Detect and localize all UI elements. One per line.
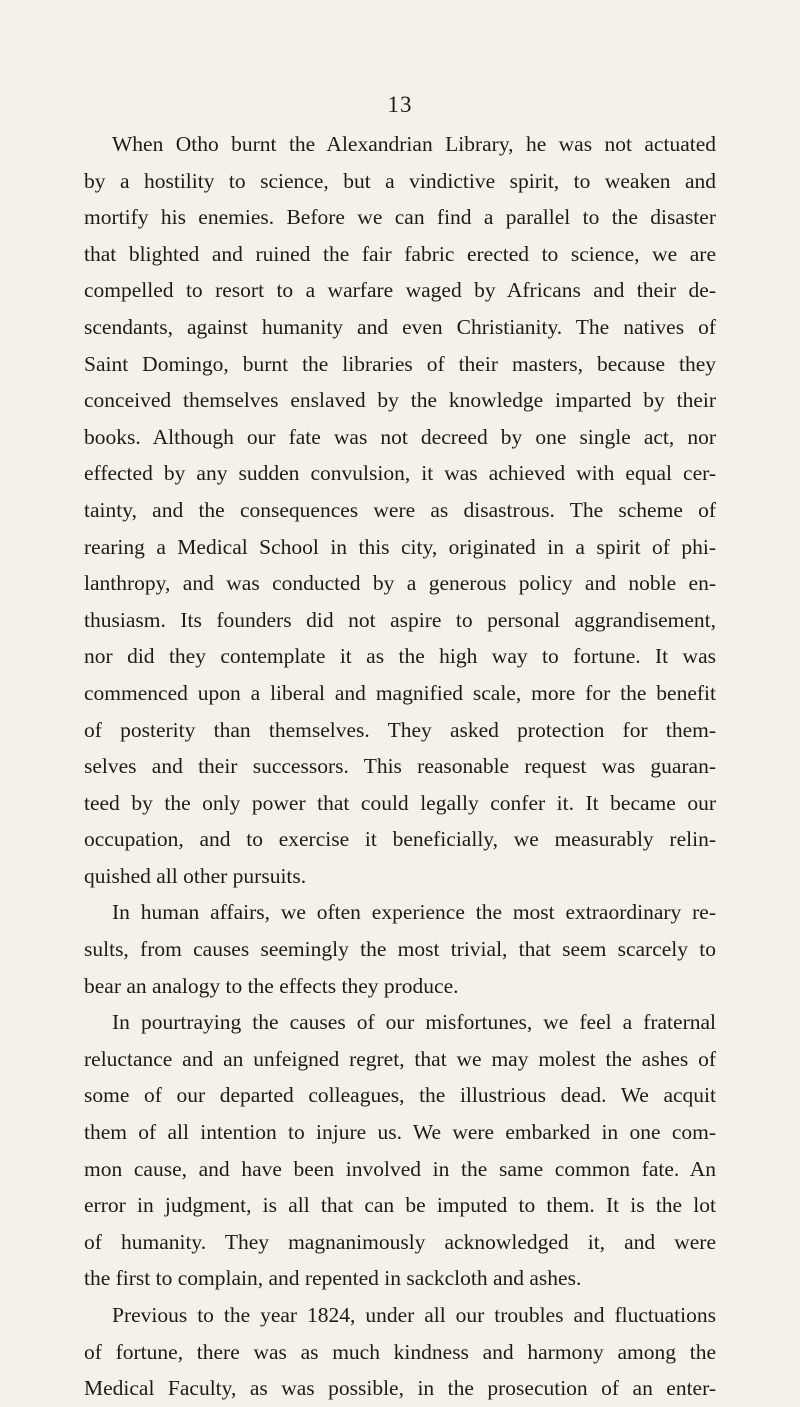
text-line: compelled to resort to a warfare waged by Africans and their de- [84, 278, 716, 303]
text-line: the first to complain, and repented in sackcloth and ashes. [84, 1266, 582, 1291]
text-line: mon cause, and have been involved in the same common fate. An [84, 1156, 716, 1181]
text-line: occupation, and to exercise it beneficially, we measurably relin- [84, 827, 716, 852]
text-line: by a hostility to science, but a vindictive spirit, to weaken and [84, 168, 716, 193]
paragraph [84, 126, 716, 894]
body-text [84, 126, 716, 1407]
text-line: rearing a Medical School in this city, originated in a spirit of phi- [84, 534, 716, 559]
text-line: of posterity than themselves. They asked protection for them- [84, 717, 716, 742]
text-line: In human affairs, we often experience the most extraordinary re- [112, 900, 716, 925]
text-line: Saint Domingo, burnt the libraries of their masters, because they [84, 351, 716, 376]
text-line: some of our departed colleagues, the illustrious dead. We acquit [84, 1083, 716, 1108]
paragraph [84, 1297, 716, 1407]
text-line: commenced upon a liberal and magnified scale, more for the benefit [84, 680, 716, 705]
text-line: mortify his enemies. Before we can find a parallel to the disaster [84, 205, 716, 230]
text-line: teed by the only power that could legally confer it. It became our [84, 790, 716, 815]
paragraph [84, 1004, 716, 1297]
paragraph [84, 894, 716, 1004]
text-line: that blighted and ruined the fair fabric erected to science, we are [84, 241, 716, 266]
text-line: of fortune, there was as much kindness and harmony among the [84, 1339, 716, 1364]
text-line: Previous to the year 1824, under all our troubles and fluctuations [112, 1303, 716, 1327]
text-line: scendants, against humanity and even Christianity. The natives of [84, 314, 716, 339]
text-line: sults, from causes seemingly the most trivial, that seem scarcely to [84, 937, 716, 962]
text-line: bear an analogy to the effects they produce. [84, 973, 459, 998]
text-line: thusiasm. Its founders did not aspire to personal aggrandisement, [84, 607, 716, 632]
text-line: reluctance and an unfeigned regret, that we may molest the ashes of [84, 1046, 716, 1071]
text-line: effected by any sudden convulsion, it was achieved with equal cer- [84, 461, 716, 486]
text-line: Medical Faculty, as was possible, in the prosecution of an enter- [84, 1376, 716, 1401]
text-line: When Otho burnt the Alexandrian Library, he was not actuated [112, 132, 716, 156]
text-line: error in judgment, is all that can be imputed to them. It is the lot [84, 1193, 716, 1218]
text-line: of humanity. They magnanimously acknowledged it, and were [84, 1229, 716, 1254]
page-number: 13 [387, 92, 413, 117]
text-line: them of all intention to injure us. We were embarked in one com- [84, 1120, 716, 1145]
text-line: conceived themselves enslaved by the knowledge imparted by their [84, 388, 716, 413]
text-line: nor did they contemplate it as the high way to fortune. It was [84, 644, 716, 669]
text-line: lanthropy, and was conducted by a generous policy and noble en- [84, 571, 716, 596]
text-line: selves and their successors. This reasonable request was guaran- [84, 754, 716, 779]
text-line: In pourtraying the causes of our misfortunes, we feel a fraternal [112, 1010, 716, 1035]
text-line: quished all other pursuits. [84, 863, 307, 888]
text-line: tainty, and the consequences were as disastrous. The scheme of [84, 497, 716, 522]
text-line: books. Although our fate was not decreed by one single act, nor [84, 424, 716, 449]
